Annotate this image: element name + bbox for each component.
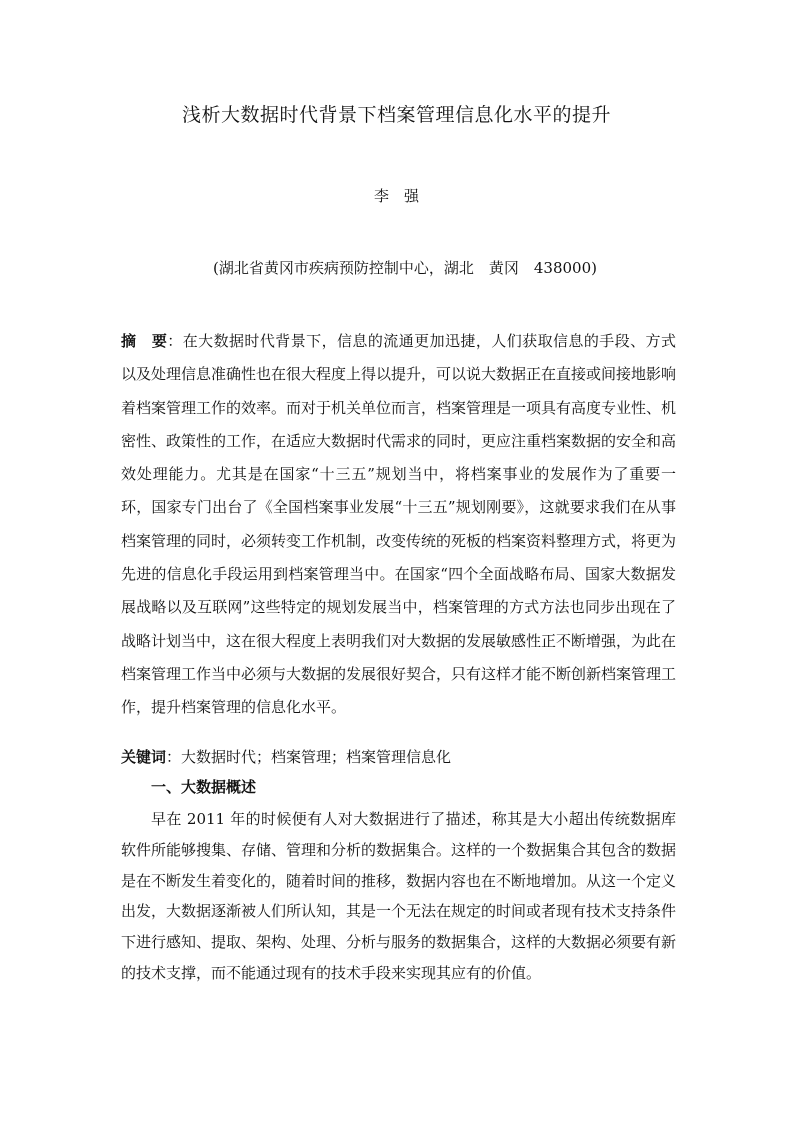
section-heading: 一、大数据概述 — [151, 778, 257, 796]
author-name: 李 强 — [373, 187, 419, 205]
abstract-text: ：在大数据时代背景下，信息的流通更加迅捷，人们获取信息的手段、方式以及处理信息准确性也在很大程度上得以提升，可以说大数据正在直接或间接地影响着档案管理工作的效率。而对于机关单位而言，档案管理是一项具有高度专业性、机密性、政策性的工作，在适应大数据时代需求的同时，更应注重档案数据的安全和高效处理能力。尤其是在国家“十三五”规划当中，将档案事业的发展作为了重要一环，国家专门出台了《全国档案事业发展“十三五”规划刚要》，这就要求我们在从事档案管理的同时，必须转变工作机制，改变传统的死板的档案资料整理方式，将更为先进的信息化手段运用到档案管理当中。在国家“四个全面战略布局、国家大数据发展战略以及互联网”这些特定的规划发展当中，档案管理的方式方法也同步出现在了战略计划当中，这在很大程度上表明我们对大数据的发展敏感性正不断增强，为此在档案管理工作当中必须与大数据的发展很好契合，只有这样才能不断创新档案管理工作，提升档案管理的信息化水平。 — [121, 332, 677, 717]
keywords-text: ：大数据时代；档案管理；档案管理信息化 — [166, 748, 452, 766]
paper-title: 浅析大数据时代背景下档案管理信息化水平的提升 — [181, 104, 611, 126]
keywords — [121, 744, 676, 770]
abstract-label: 摘 要 — [121, 332, 168, 350]
section-paragraph: 早在 2011 年的时候便有人对大数据进行了描述，称其是大小超出传统数据库软件所能够搜集、存储、管理和分析的数据集合。这样的一个数据集合其包含的数据是在不断发生着变化的，随着时间的推移，数据内容也在不断地增加。从这一个定义出发，大数据逐渐被人们所认知，其是一个无法在规定的时间或者现有技术支持条件下进行感知、提取、架构、处理、分析与服务的数据集合，这样的大数据必须要有新的技术支撑，而不能通过现有的技术手段来实现其应有的价值。 — [121, 810, 677, 982]
abstract — [121, 325, 676, 725]
keywords-label: 关键词 — [121, 748, 167, 766]
author-affiliation: (湖北省黄冈市疾病预防控制中心，湖北 黄冈 438000) — [213, 259, 597, 277]
